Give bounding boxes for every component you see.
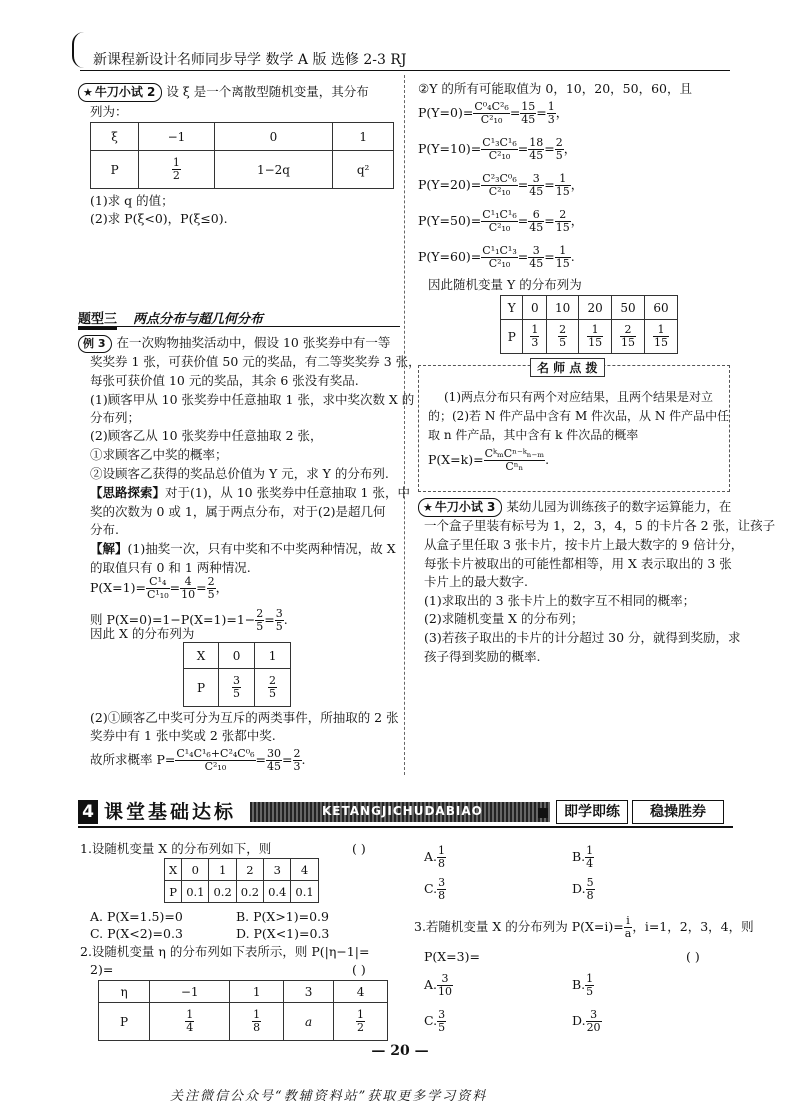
ex3-line: 每张可获价值 10 元的奖品，其余 6 张没有奖品.	[90, 373, 359, 388]
ex3-badge: 例 3	[78, 335, 112, 353]
banner-square-icon	[538, 808, 548, 818]
tips-line: 取 n 件产品，其中含有 k 件次品的概率	[428, 428, 639, 442]
test3-badge: ★ 牛刀小试 3	[418, 498, 502, 517]
cell: $\frac{1}{8}$	[230, 1003, 284, 1041]
cell: Y	[501, 296, 523, 320]
y-prob-row: P(Y=0)= $\frac{\text{C⁰₄C²₆}}{\text{C²₁₀}}$ = $\frac{15}{45}$ = $\frac{1}{3}$ ，	[418, 100, 569, 126]
cell: $\frac{2}{5}$	[255, 669, 291, 707]
cell: $\frac{2}{5}$	[547, 320, 579, 354]
cell: $\frac{1}{2}$	[334, 1003, 388, 1041]
cell: P	[165, 881, 182, 903]
cell: η	[99, 981, 150, 1003]
cell: P	[184, 669, 219, 707]
cell: $\frac{1}{2}$	[139, 151, 214, 189]
cell: 4	[291, 859, 318, 881]
solution-line-0: 【解】(1)抽奖一次，只有中奖和不中奖两种情况，故 X	[90, 541, 396, 556]
section-rule	[78, 326, 400, 327]
ex3-line: (1)顾客甲从 10 张奖券中任意抽取 1 张，求中奖次数 X 的	[90, 392, 415, 407]
q2-answer-paren: ( )	[352, 962, 366, 977]
cell: 50	[612, 296, 645, 320]
cell: 3	[264, 859, 291, 881]
cell: 1	[255, 643, 291, 669]
page-header: 新课程新设计名师同步导学 数学 A 版 选修 2-3 RJ	[93, 52, 407, 68]
hypergeometric-formula: P(X=k)= $\frac{\text{CᵏₘCⁿ⁻ᵏₙ₋ₘ}}{\text{Cⁿₙ}}$ .	[428, 447, 550, 473]
q3-option-a[interactable]: A. $\frac{3}{10}$	[424, 972, 453, 998]
y-prob-row: P(Y=60)= $\frac{\text{C¹₁C¹₃}}{\text{C²₁₀}}$ = $\frac{3}{45}$ = $\frac{1}{15}$ .	[418, 244, 575, 270]
y-intro: ②Y 的所有可能取值为 0，10，20，50，60，且	[418, 81, 692, 96]
ex3-line-0: 例 3 在一次购物抽奖活动中，假设 10 张奖券中有一等	[78, 334, 390, 353]
y-prob-row: P(Y=10)= $\frac{\text{C¹₃C¹₆}}{\text{C²₁₀}}$ = $\frac{18}{45}$ = $\frac{2}{5}$ ，	[418, 136, 577, 162]
solution-line: 的取值只有 0 和 1 两种情况.	[90, 560, 251, 575]
test3-line: 从盒子里任取 3 张卡片，按卡片上最大数字的 9 倍计分，	[424, 537, 744, 552]
xi-distribution-table	[90, 122, 394, 189]
test3-line: 卡片上的最大数字.	[424, 574, 528, 589]
ex3-line: (2)顾客乙从 10 张奖券中任意抽取 2 张，	[90, 428, 323, 443]
p-x0-formula: 则 P(X=0)=1−P(X=1)=1− $\frac{2}{5}$ = $\frac{3}{5}$ .	[90, 607, 288, 633]
q1-option-c[interactable]: C. P(X<2)=0.3	[90, 926, 183, 941]
cell: P	[501, 320, 523, 354]
cell: 1	[230, 981, 284, 1003]
q3-option-c[interactable]: C. $\frac{3}{5}$	[424, 1008, 446, 1034]
test3-line-0: ★ 牛刀小试 3 某幼儿园为训练孩子的数字运算能力，在	[418, 498, 731, 517]
y-prob-row: P(Y=50)= $\frac{\text{C¹₁C¹₆}}{\text{C²₁₀}}$ = $\frac{6}{45}$ = $\frac{2}{15}$ ，	[418, 208, 584, 234]
header-rule	[80, 70, 730, 71]
p-x1-formula: P(X=1)= $\frac{\text{C¹₄}}{\text{C¹₁₀}}$ = $\frac{4}{10}$ = $\frac{2}{5}$ ，	[90, 575, 229, 601]
cell: $\frac{1}{15}$	[579, 320, 612, 354]
cell: 2	[236, 859, 263, 881]
cell: 1−2q	[214, 151, 333, 189]
idea-line-0: 【思路探索】对于(1)，从 10 张奖券中任意抽取 1 张，中	[90, 485, 410, 500]
q2-option-d[interactable]: D. $\frac{5}{8}$	[572, 876, 594, 902]
idea-line: 分布.	[90, 522, 119, 537]
tips-line: 的；(2)若 N 件产品中含有 M 件次品，从 N 件产品中任	[428, 409, 730, 423]
banner-tag-1: 即学即练	[556, 800, 628, 824]
cell: −1	[150, 981, 230, 1003]
test3-line: (1)求取出的 3 张卡片上的数字互不相同的概率；	[424, 593, 696, 608]
footer-note: 关注微信公众号“教辅资料站”获取更多学习资料	[170, 1089, 488, 1104]
cell: 0	[214, 123, 333, 151]
hence-x: 因此 X 的分布列为	[90, 626, 195, 641]
q2-option-c[interactable]: C. $\frac{3}{8}$	[424, 876, 446, 902]
q1-option-d[interactable]: D. P(X<1)=0.3	[236, 926, 330, 941]
star-icon: ★	[423, 501, 433, 514]
cell: X	[184, 643, 219, 669]
test2-q1: (1)求 q 的值；	[90, 193, 174, 208]
test3-line: (3)若孩子取出的卡片的计分超过 30 分，就得到奖励，求	[424, 630, 741, 645]
cell: 0	[219, 643, 255, 669]
q1-stem: 1.设随机变量 X 的分布列如下，则	[80, 841, 272, 856]
q1-answer-paren: ( )	[352, 841, 366, 856]
part2-line: (2)①顾客乙中奖可分为互斥的两类事件，所抽取的 2 张	[90, 710, 399, 725]
cell: $\frac{3}{5}$	[219, 669, 255, 707]
cell: X	[165, 859, 182, 881]
q2-table	[98, 980, 388, 1041]
cell: $\frac{1}{3}$	[523, 320, 547, 354]
cell: 1	[209, 859, 236, 881]
cell: 4	[334, 981, 388, 1003]
cell: 60	[645, 296, 678, 320]
cell: q²	[333, 151, 394, 189]
banner-number: 4	[78, 800, 98, 824]
test3-line: 一个盒子里装有标号为 1，2，3，4，5 的卡片各 2 张，让孩子	[424, 518, 776, 533]
test2-stem-line: ★ 牛刀小试 2 设 ξ 是一个离散型随机变量，其分布	[78, 83, 369, 102]
ex3-line: ①求顾客乙中奖的概率；	[90, 447, 228, 462]
section-title: 两点分布与超几何分布	[133, 312, 264, 327]
column-divider	[404, 75, 405, 775]
cell: P	[91, 151, 139, 189]
cell: 0	[523, 296, 547, 320]
q1-option-a[interactable]: A. P(X=1.5)=0	[90, 909, 183, 924]
x-distribution-table	[183, 642, 291, 707]
cell: 20	[579, 296, 612, 320]
cell: 10	[547, 296, 579, 320]
q2-option-b[interactable]: B. $\frac{1}{4}$	[572, 844, 594, 870]
cell: 0	[182, 859, 209, 881]
test2-stem-2: 列为：	[90, 104, 128, 119]
idea-line: 奖的次数为 0 或 1，属于两点分布，对于(2)是超几何	[90, 504, 386, 519]
q1-option-b[interactable]: B. P(X>1)=0.9	[236, 909, 329, 924]
test2-badge: ★ 牛刀小试 2	[78, 83, 162, 102]
ex3-line: 奖奖券 1 张，可获价值 50 元的奖品，有二等奖奖券 3 张，	[90, 354, 421, 369]
banner-rule	[78, 826, 733, 828]
q2-stem-2: 2)=	[90, 962, 114, 977]
cell: P	[99, 1003, 150, 1041]
banner-tag-2: 稳操胜券	[632, 800, 724, 824]
test3-line: 每张卡片被取出的可能性都相等，用 X 表示取出的 3 张	[424, 556, 732, 571]
header-bracket	[72, 32, 86, 68]
test3-line: (2)求随机变量 X 的分布列；	[424, 611, 584, 626]
tips-line: (1)两点分布只有两个对应结果，且两个结果是对立	[444, 390, 713, 404]
cell: $\frac{1}{15}$	[645, 320, 678, 354]
q3-option-b[interactable]: B. $\frac{1}{5}$	[572, 972, 594, 998]
test2-q2: (2)求 P(ξ<0)，P(ξ≤0).	[90, 211, 228, 226]
q3-stem: 3.若随机变量 X 的分布列为 P(X=i)= $\frac{i}{a}$ ，i=1，2，3，4，则	[414, 914, 754, 940]
cell: 0.2	[209, 881, 236, 903]
banner-title: 课堂基础达标	[104, 801, 237, 823]
cell: 1	[333, 123, 394, 151]
y-prob-row: P(Y=20)= $\frac{\text{C²₃C⁰₆}}{\text{C²₁₀}}$ = $\frac{3}{45}$ = $\frac{1}{15}$ ，	[418, 172, 584, 198]
q3-answer-paren: ( )	[686, 949, 700, 964]
cell: 3	[284, 981, 334, 1003]
cell: a	[284, 1003, 334, 1041]
cell: 0.2	[236, 881, 263, 903]
y-distribution-table	[500, 295, 678, 354]
section-label: 题型三	[78, 312, 117, 330]
cell: $\frac{1}{4}$	[150, 1003, 230, 1041]
cell: 0.1	[182, 881, 209, 903]
cell: 0.4	[264, 881, 291, 903]
final-prob-formula: 故所求概率 P= $\frac{\text{C¹₄C¹₆+C²₄C⁰₆}}{\text{C²₁₀}}$ = $\frac{30}{45}$ = $\frac{2}{3}$ .	[90, 747, 306, 773]
hence-y: 因此随机变量 Y 的分布列为	[428, 277, 582, 292]
part2-line: 奖券中有 1 张中奖或 2 张都中奖.	[90, 728, 276, 743]
cell: ξ	[91, 123, 139, 151]
q2-stem: 2.设随机变量 η 的分布列如下表所示，则 P(|η−1|=	[80, 944, 370, 959]
cell: −1	[139, 123, 214, 151]
q3-stem-2: P(X=3)=	[424, 949, 480, 964]
cell: 0.1	[291, 881, 318, 903]
test3-line: 孩子得到奖励的概率.	[424, 649, 541, 664]
page-number: — 20 —	[371, 1043, 429, 1059]
ex3-line: 分布列；	[90, 410, 141, 425]
q3-option-d[interactable]: D. $\frac{3}{20}$	[572, 1008, 601, 1034]
banner-pinyin: KETANGJICHUDABIAO	[322, 804, 483, 818]
cell: $\frac{2}{15}$	[612, 320, 645, 354]
ex3-line: ②设顾客乙获得的奖品总价值为 Y 元，求 Y 的分布列.	[90, 466, 389, 481]
q1-table	[164, 858, 319, 903]
teacher-tips-title: 名 师 点 拨	[530, 358, 605, 377]
star-icon: ★	[83, 86, 93, 99]
q2-option-a[interactable]: A. $\frac{1}{8}$	[424, 844, 446, 870]
